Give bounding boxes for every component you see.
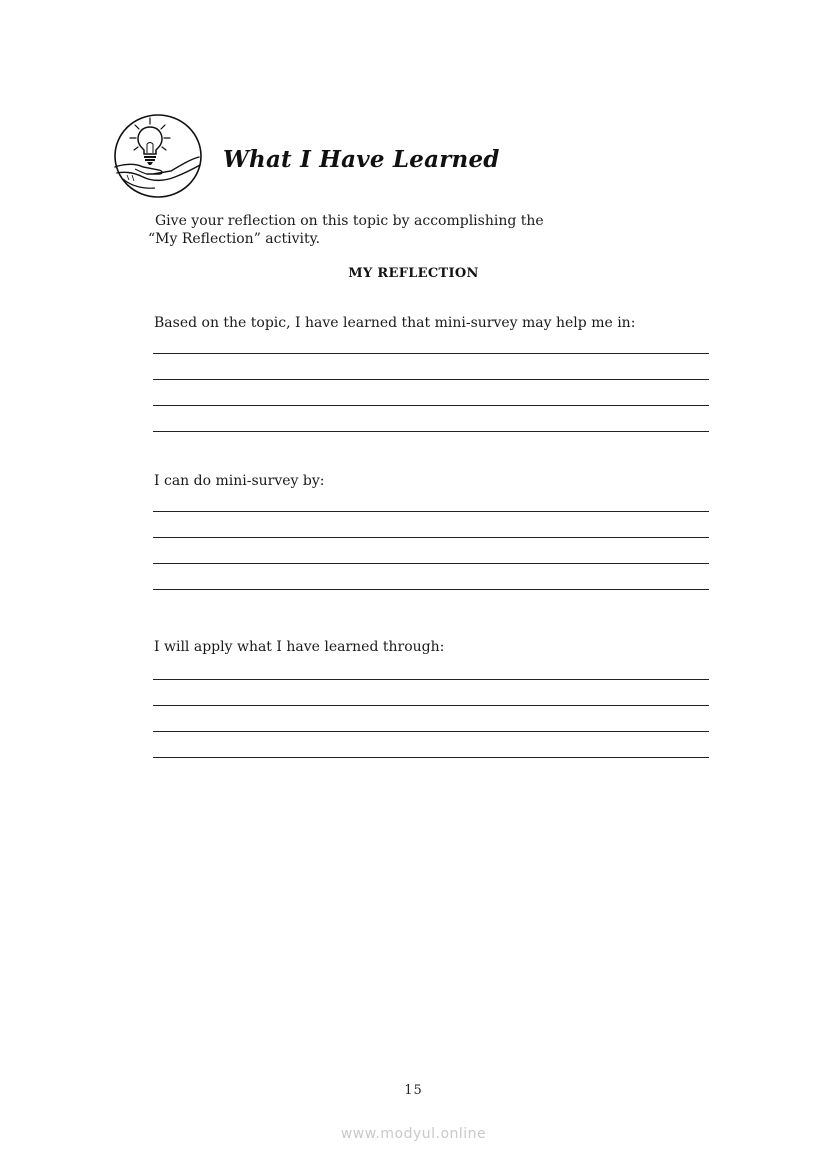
answer-line[interactable]: [153, 537, 709, 538]
answer-line[interactable]: [153, 431, 709, 432]
lightbulb-in-hand-icon: [113, 113, 203, 199]
instructions: [148, 212, 618, 248]
answer-line[interactable]: [153, 589, 709, 590]
answer-line[interactable]: [153, 511, 709, 512]
answer-line[interactable]: [153, 563, 709, 564]
answer-line[interactable]: [153, 757, 709, 758]
prompt-2: I can do mini-survey by:: [154, 473, 325, 489]
answer-line[interactable]: [153, 379, 709, 380]
instructions-line-1: Give your reflection on this topic by accomplishing the: [155, 213, 544, 229]
answer-line[interactable]: [153, 731, 709, 732]
answer-line[interactable]: [153, 679, 709, 680]
section-title: What I Have Learned: [223, 146, 500, 173]
prompt-3: I will apply what I have learned through:: [154, 639, 445, 655]
page-number: 15: [404, 1083, 423, 1098]
answer-line[interactable]: [153, 705, 709, 706]
answer-line[interactable]: [153, 405, 709, 406]
answer-line[interactable]: [153, 353, 709, 354]
prompt-1: Based on the topic, I have learned that mini-survey may help me in:: [154, 315, 636, 331]
watermark: www.modyul.online: [340, 1126, 487, 1142]
activity-title: MY REFLECTION: [348, 266, 479, 281]
instructions-line-2: “My Reflection” activity.: [148, 231, 321, 247]
